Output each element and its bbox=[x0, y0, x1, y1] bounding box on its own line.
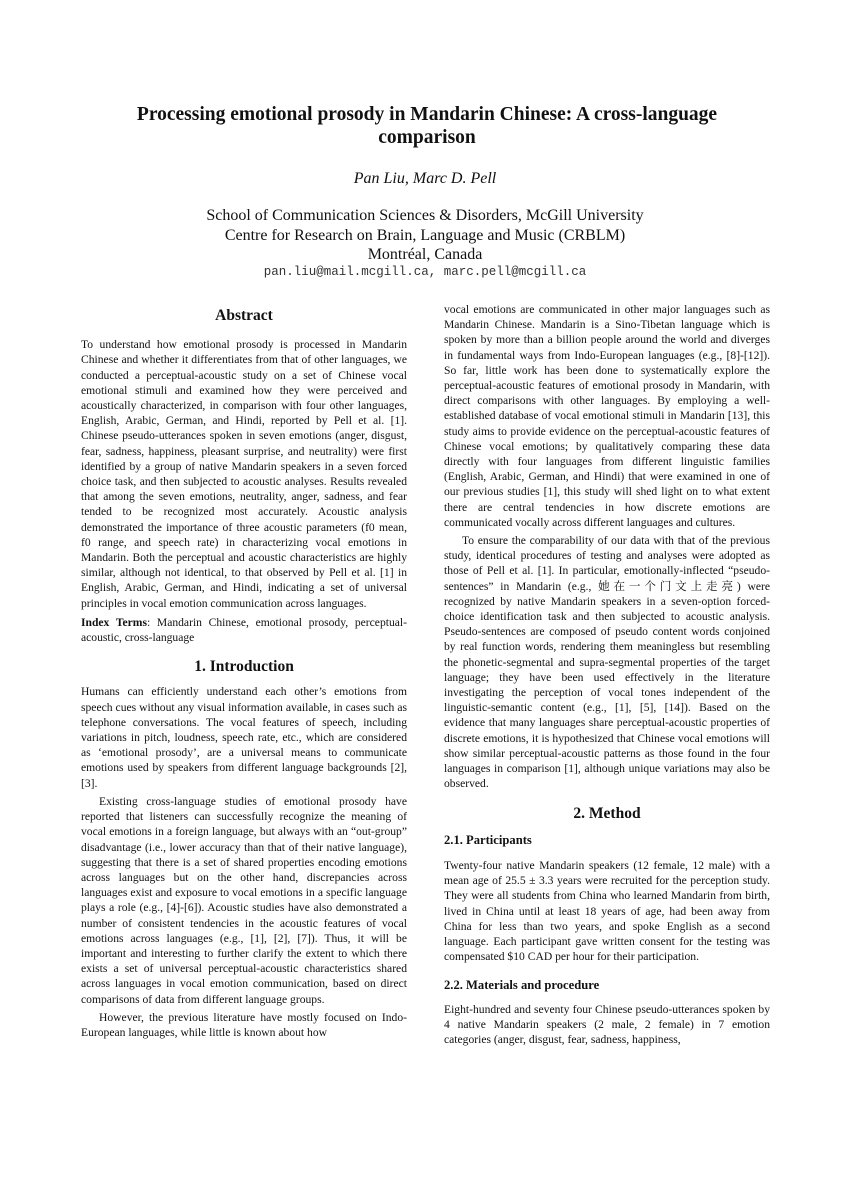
abstract-heading: Abstract bbox=[215, 307, 273, 324]
author-list: Pan Liu, Marc D. Pell bbox=[353, 170, 497, 187]
intro-paragraph: Humans can efficiently understand each other’s emotions from speech cues without any visual information available, in cases such as telephone conversations. The vocal features of speech, including variations in pitch, loudness, speech rate, etc., which are considered as ‘emotional prosody’, are a universal means to communicate emotions used by speakers from different language backgrounds [2], [3]. bbox=[81, 685, 407, 790]
index-terms-label: Index Terms bbox=[81, 615, 147, 629]
intro-paragraph: To ensure the comparability of our data with that of the previous study, identical procedures of testing and analyses were adopted as those of Pell et al. [1]. In particular, emotionally-inflected “pseudo-sentences” in Mandarin (e.g., 她在一个门文上走亮) were recognized by native Mandarin speakers in a seven-option forced-choice identification task and then subjected to acoustic analysis. Pseudo-sentences are composed of pseudo content words conjoined by real function words, rendering them meaningless but resembling the phonetic-segmental and supra-segmental properties of the target language; they have been used effectively in the literature investigating the perception of vocal tones independent of the linguistic-semantic content (e.g., [1], [5], [14]). Based on the evidence that many languages share perceptual-acoustic properties of discrete emotions, it is hypothesized that Chinese vocal emotions will show similar perceptual-acoustic patterns as those found in the four languages in comparison [1], although unique variations may also be observed. bbox=[444, 534, 770, 791]
right-column bbox=[444, 302, 770, 1047]
author-emails: pan.liu@mail.mcgill.ca, marc.pell@mcgill.ca bbox=[263, 265, 587, 279]
affiliation-block bbox=[0, 206, 850, 265]
materials-text: Eight-hundred and seventy four Chinese pseudo-utterances spoken by 4 native Mandarin speakers (2 male, 2 female) in 7 emotion categories (anger, disgust, fear, sadness, happiness, bbox=[444, 1002, 770, 1046]
intro-paragraph: vocal emotions are communicated in other major languages such as Mandarin Chinese. Mandarin is a Sino-Tibetan language which is spoken by more than a billion people around the world and diverges in fundamental ways from Indo-European languages (e.g., [8]-[12]). So far, little work has been done to systematically explore the perceptual-acoustic features of emotional prosody in Mandarin, with direct comparisons with other languages. By employing a well-established database of vocal emotional stimuli in Mandarin [13], this study aims to provide evidence on the perceptual-acoustic features of Chinese vocal emotions; by qualitatively comparing these data directly with four languages from different linguistic families (English, Arabic, German, and Hindi) that were examined in one of our previous studies [1], this study will shed light on to what extent there are central tendencies in how discrete emotions are communicated vocally across different languages and cultures. bbox=[444, 303, 770, 529]
left-column bbox=[81, 302, 407, 1040]
method-heading: 2. Method bbox=[573, 804, 641, 822]
affiliation-line: Centre for Research on Brain, Language and Music (CRBLM) bbox=[224, 226, 626, 244]
affiliation-line: School of Communication Sciences & Disorders, McGill University bbox=[206, 207, 644, 224]
abstract-text: To understand how emotional prosody is processed in Mandarin Chinese and whether it differentiates from that of other languages, we conducted a perceptual-acoustic study on a set of Chinese vocal emotional stimuli and examined how they were perceived and acoustically characterized, in comparison with four other languages, English, Arabic, German, and Hindi, reported by Pell et al. [1]. Chinese pseudo-utterances spoken in seven emotions (anger, disgust, fear, sadness, happiness, pleasant surprise, and neutrality) were first identified by a group of native Mandarin speakers in a seven forced choice task, and then subjected to acoustic analyses. Results revealed that among the seven emotions, neutrality, anger, sadness, and fear tended to be recognized most accurately. Acoustic analysis demonstrated the importance of three acoustic parameters (f0 mean, f0 range, and speech rate) in characterizing vocal emotions in Mandarin. Both the perceptual and acoustic characteristics are highly similar, although not identical, to that observed by Pell et al. [1] in English, Arabic, German, and Hindi, indicating a set of universal principles in vocal emotion communication across languages. bbox=[81, 338, 407, 610]
index-terms-text: : Mandarin Chinese, emotional prosody, perceptual-acoustic, cross-language bbox=[81, 615, 407, 645]
materials-heading: 2.2. Materials and procedure bbox=[444, 978, 600, 993]
participants-heading: 2.1. Participants bbox=[444, 832, 532, 847]
intro-paragraph: However, the previous literature have mostly focused on Indo-European languages, while little is known about how bbox=[81, 1010, 407, 1039]
index-terms bbox=[81, 615, 407, 645]
affiliation-line: Montréal, Canada bbox=[367, 246, 483, 263]
paper-title: Processing emotional prosody in Mandarin Chinese: A cross-language comparison bbox=[136, 104, 718, 148]
intro-paragraph: Existing cross-language studies of emotional prosody have reported that listeners can successfully recognize the meaning of vocal emotions in a foreign language, but always with an “out-group” disadvantage (i.e., lower accuracy than that of their native language), suggesting that there is a set of shared properties encoding emotions across languages but on the other hand, discrepancies across languages exist and exposure to vocal emotions in a specific language plays a role (e.g., [4]-[6]). Acoustic studies have also demonstrated a number of consistent tendencies in the acoustic features of vocal emotions across languages (e.g., [1], [2], [7]). Thus, it will be important and interesting to further clarify the extent to which there exists a set of universal perceptual-acoustic characteristics shared across languages in vocal emotion communication, based on direct comparisons of data from different language groups. bbox=[81, 794, 407, 1006]
participants-text: Twenty-four native Mandarin speakers (12 female, 12 male) with a mean age of 25.5 ± 3.3 years were recruited for the perception study. They were all students from China who learned Mandarin from birth, lived in China until at least 18 years of age, had been away from China for less than two years, and spoke English as a second language. Each participant gave written consent for the testing was compensated $10 CAD per hour for their participation. bbox=[444, 858, 770, 964]
introduction-heading: 1. Introduction bbox=[194, 658, 294, 676]
